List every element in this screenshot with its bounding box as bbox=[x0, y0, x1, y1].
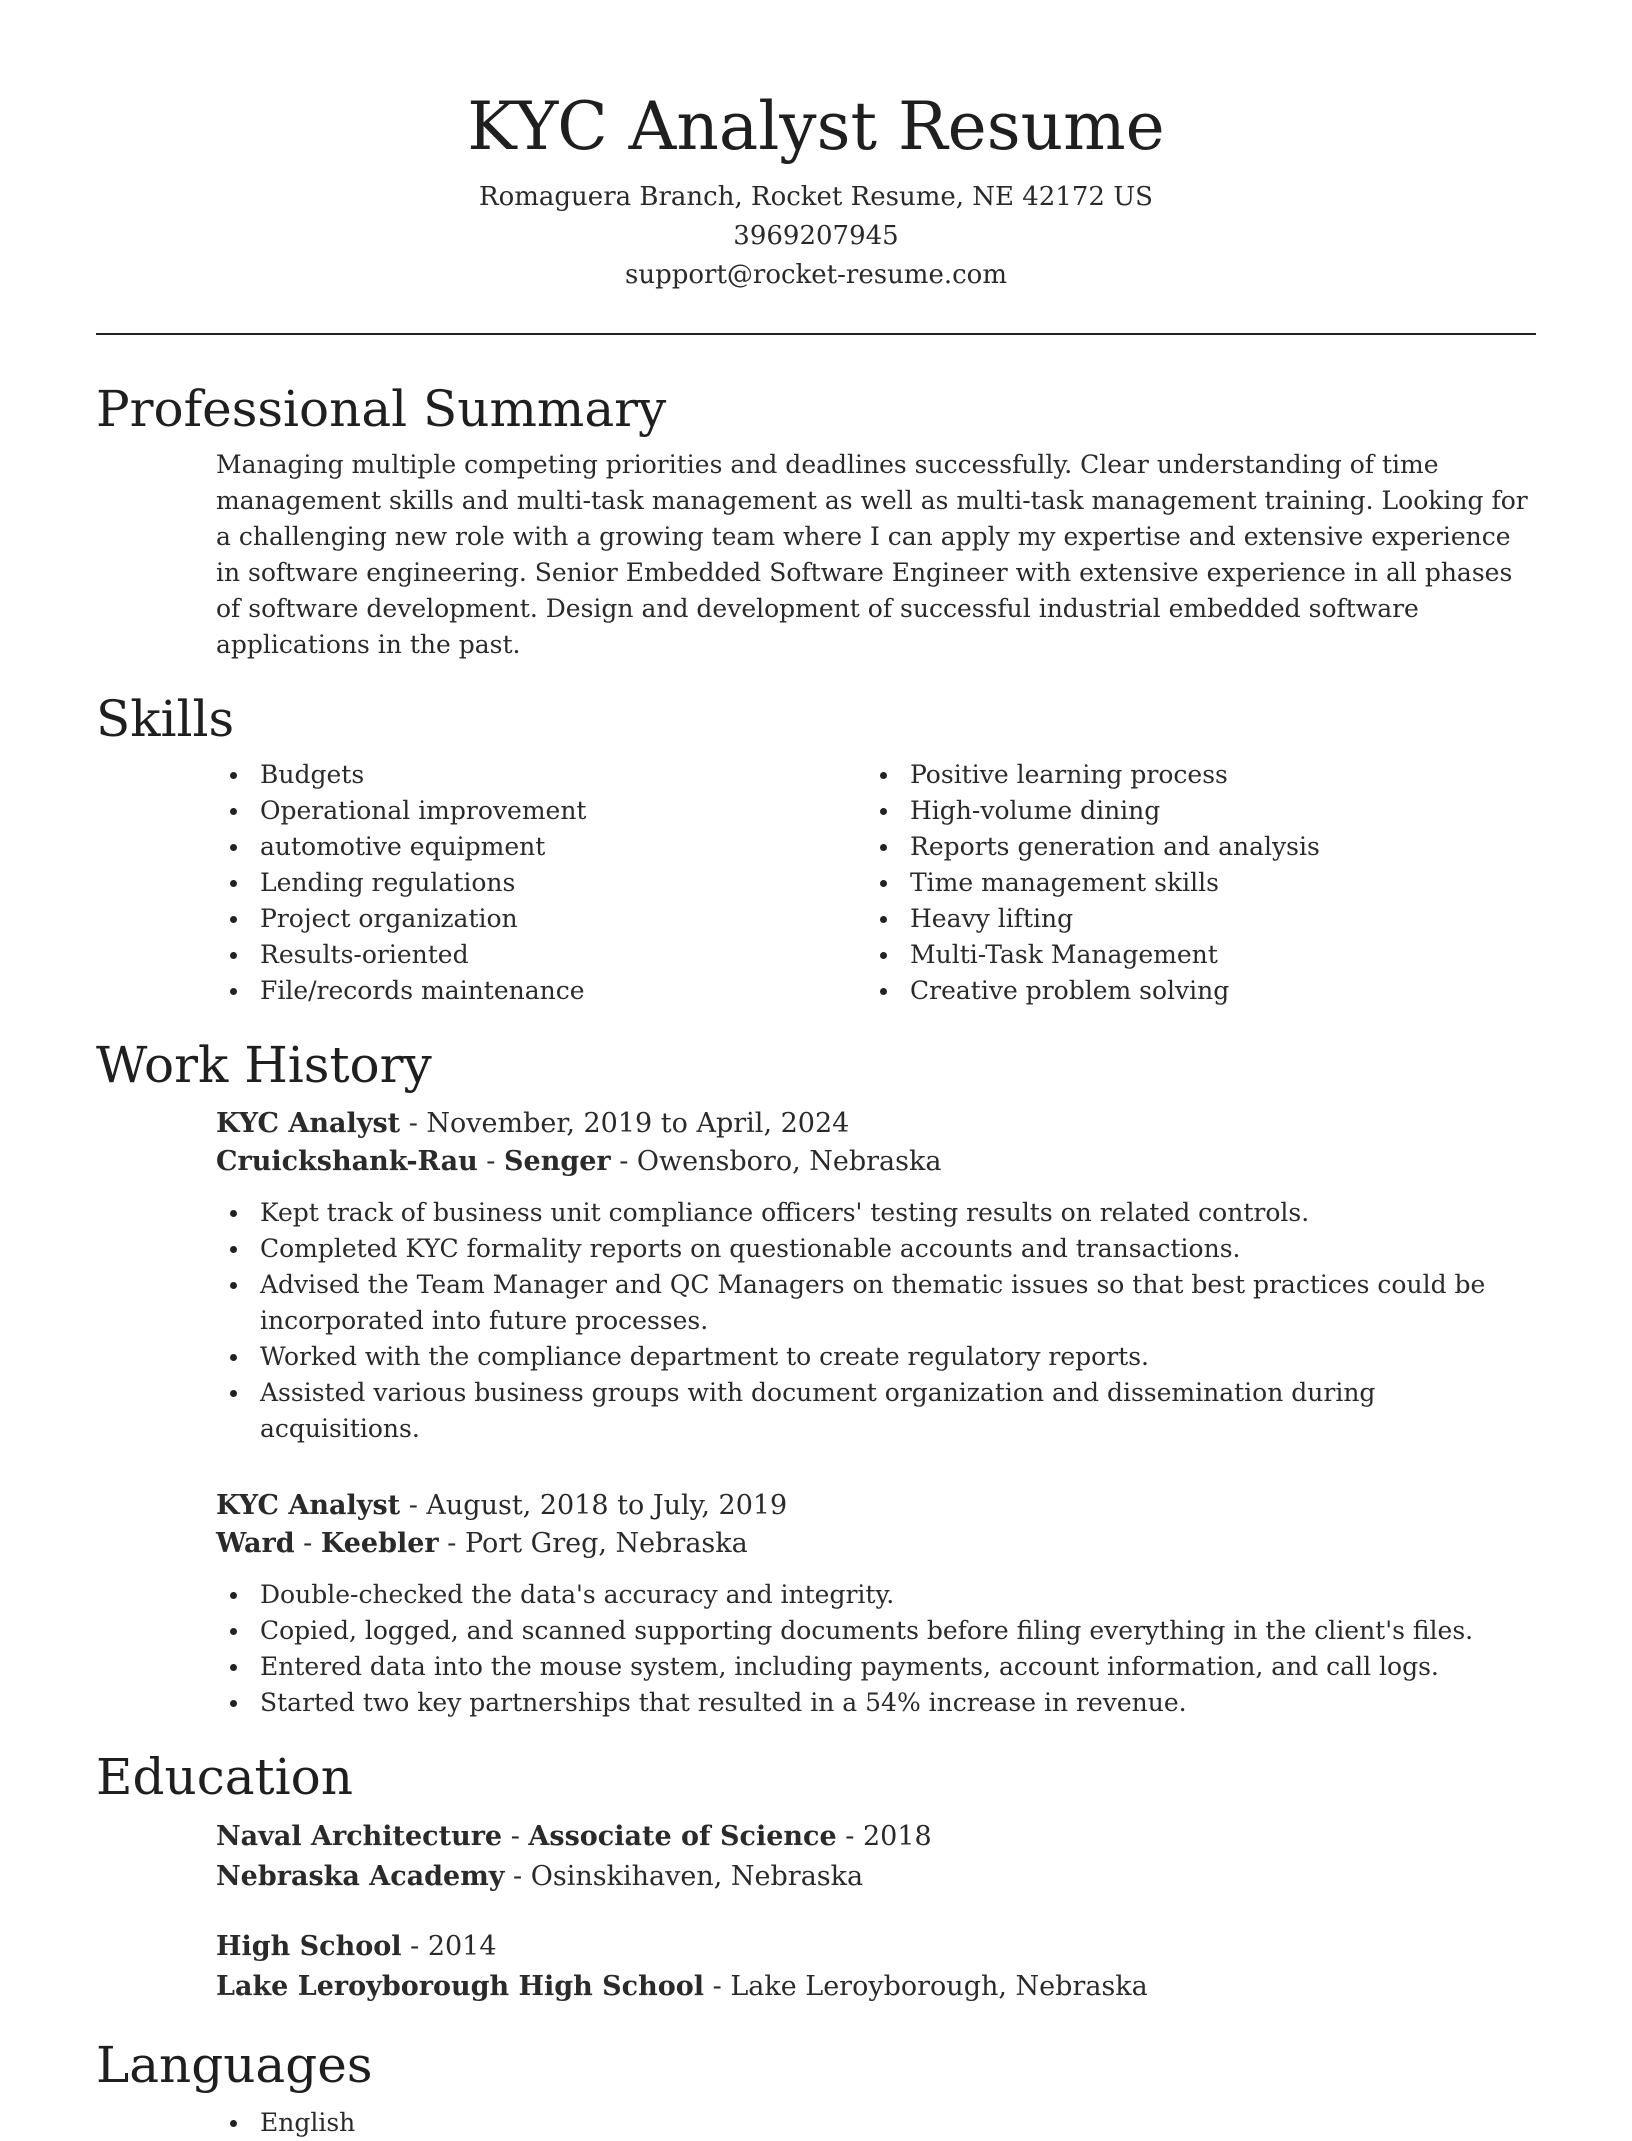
education-year: 2014 bbox=[427, 1931, 497, 1962]
skills-left-list bbox=[216, 757, 866, 1009]
job-bullet: Advised the Team Manager and QC Managers on thematic issues so that best practices could be incorporated into future processes. bbox=[216, 1267, 1536, 1339]
education-degree: Associate of Science bbox=[528, 1821, 837, 1852]
separator: - bbox=[610, 1146, 637, 1177]
job-company-line bbox=[216, 1143, 1536, 1181]
job-title-line bbox=[216, 1487, 1536, 1525]
education-heading: Education bbox=[96, 1748, 353, 1806]
job-division: Senger bbox=[504, 1146, 611, 1177]
job-bullet: Worked with the compliance department to create regulatory reports. bbox=[216, 1339, 1536, 1375]
skill-item: Creative problem solving bbox=[866, 973, 1516, 1009]
education-field: Naval Architecture bbox=[216, 1821, 503, 1852]
job-bullet: Entered data into the mouse system, including payments, account information, and call logs. bbox=[216, 1649, 1536, 1685]
languages-section bbox=[96, 2035, 1536, 2141]
skill-item: File/records maintenance bbox=[216, 973, 866, 1009]
contact-phone: 3969207945 bbox=[733, 221, 899, 251]
job-company-line bbox=[216, 1525, 1536, 1563]
education-school: Nebraska Academy bbox=[216, 1861, 505, 1892]
job-location: Owensboro, Nebraska bbox=[636, 1146, 942, 1177]
education-school-line bbox=[216, 1857, 1536, 1897]
skills-grid bbox=[216, 757, 1536, 1009]
job-bullet: Assisted various business groups with document organization and dissemination during acquisitions. bbox=[216, 1375, 1536, 1447]
separator: - bbox=[504, 1861, 531, 1892]
skill-item: Project organization bbox=[216, 901, 866, 937]
job-bullet: Copied, logged, and scanned supporting documents before filing everything in the client's files. bbox=[216, 1613, 1536, 1649]
job-dates: August, 2018 to July, 2019 bbox=[426, 1490, 788, 1521]
contact-address: Romaguera Branch, Rocket Resume, NE 42172 US bbox=[479, 182, 1153, 212]
job-title: KYC Analyst bbox=[216, 1490, 401, 1521]
skills-section bbox=[96, 689, 1536, 1009]
skill-item: Positive learning process bbox=[866, 757, 1516, 793]
resume-page bbox=[96, 0, 1536, 2141]
skill-item: Heavy lifting bbox=[866, 901, 1516, 937]
job-entry bbox=[216, 1105, 1536, 1447]
job-bullet-list bbox=[216, 1195, 1536, 1447]
work-history-section bbox=[96, 1035, 1536, 1721]
job-bullet: Kept track of business unit compliance officers' testing results on related controls. bbox=[216, 1195, 1536, 1231]
job-title-line bbox=[216, 1105, 1536, 1143]
skill-item: Results-oriented bbox=[216, 937, 866, 973]
languages-list bbox=[216, 2105, 1536, 2141]
job-company: Ward bbox=[216, 1528, 295, 1559]
job-division: Keebler bbox=[320, 1528, 439, 1559]
education-school: Lake Leroyborough High School bbox=[216, 1971, 705, 2002]
skills-right-list bbox=[866, 757, 1516, 1009]
skill-item: automotive equipment bbox=[216, 829, 866, 865]
job-entry bbox=[216, 1487, 1536, 1721]
languages-heading: Languages bbox=[96, 2036, 373, 2094]
summary-heading: Professional Summary bbox=[96, 380, 667, 438]
education-degree-line bbox=[216, 1927, 1536, 1967]
contact-block bbox=[96, 178, 1536, 295]
education-entry bbox=[216, 1927, 1536, 2007]
job-title: KYC Analyst bbox=[216, 1108, 401, 1139]
job-company: Cruickshank-Rau bbox=[216, 1146, 478, 1177]
summary-section bbox=[96, 379, 1536, 663]
resume-title: KYC Analyst Resume bbox=[467, 88, 1165, 165]
separator: - bbox=[400, 1108, 427, 1139]
separator: - bbox=[704, 1971, 731, 2002]
job-bullet: Completed KYC formality reports on questionable accounts and transactions. bbox=[216, 1231, 1536, 1267]
skills-heading: Skills bbox=[96, 690, 235, 748]
skill-item: Time management skills bbox=[866, 865, 1516, 901]
job-bullet: Started two key partnerships that resulted in a 54% increase in revenue. bbox=[216, 1685, 1536, 1721]
education-year: 2018 bbox=[862, 1821, 932, 1852]
separator: - bbox=[477, 1146, 505, 1177]
separator: - bbox=[294, 1528, 321, 1559]
job-bullet-list bbox=[216, 1577, 1536, 1721]
work-history-heading: Work History bbox=[96, 1036, 432, 1094]
education-field: High School bbox=[216, 1931, 402, 1962]
education-location: Osinskihaven, Nebraska bbox=[530, 1861, 864, 1892]
header-divider bbox=[96, 333, 1536, 335]
education-school-line bbox=[216, 1967, 1536, 2007]
job-bullet: Double-checked the data's accuracy and integrity. bbox=[216, 1577, 1536, 1613]
skill-item: Lending regulations bbox=[216, 865, 866, 901]
summary-text: Managing multiple competing priorities and deadlines successfully. Clear understanding of time management skills and multi-task management as well as multi-task management training. Looking for a challenging new role with a growing team where I can apply my expertise and extensive experience in software engineering. Senior Embedded Software Engineer with extensive experience in all phases of software development. Design and development of successful industrial embedded software applications in the past. bbox=[216, 450, 1528, 659]
separator: - bbox=[438, 1528, 465, 1559]
separator: - bbox=[401, 1931, 428, 1962]
education-entry bbox=[216, 1817, 1536, 1897]
education-degree-line bbox=[216, 1817, 1536, 1857]
skill-item: Reports generation and analysis bbox=[866, 829, 1516, 865]
job-location: Port Greg, Nebraska bbox=[464, 1528, 748, 1559]
skill-item: Budgets bbox=[216, 757, 866, 793]
skill-item: Multi-Task Management bbox=[866, 937, 1516, 973]
separator: - bbox=[836, 1821, 863, 1852]
separator: - bbox=[400, 1490, 427, 1521]
skill-item: High-volume dining bbox=[866, 793, 1516, 829]
skill-item: Operational improvement bbox=[216, 793, 866, 829]
contact-email: support@rocket-resume.com bbox=[624, 260, 1007, 290]
education-location: Lake Leroyborough, Nebraska bbox=[730, 1971, 1148, 2002]
language-item: English bbox=[216, 2105, 1536, 2141]
separator: - bbox=[502, 1821, 529, 1852]
job-dates: November, 2019 to April, 2024 bbox=[426, 1108, 850, 1139]
education-section bbox=[96, 1747, 1536, 2007]
